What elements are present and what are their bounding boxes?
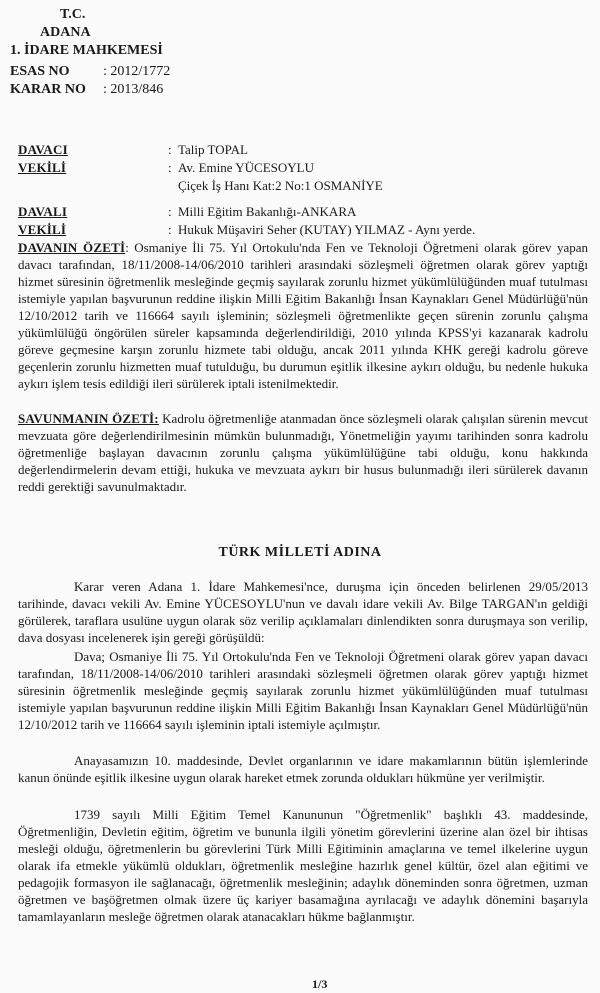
vekili-value: Av. Emine YÜCESOYLU xyxy=(178,160,315,175)
body-paragraph-3: Anayasamızın 10. maddesinde, Devlet organlarının ve idare makamlarının bütün işlemlerinde kanun önünde eşitlik ilkesine uygun olarak hareket etmek zorunda oldukları hükmüne yer verilmiştir. xyxy=(18,753,588,785)
savunmanin-ozeti-label: SAVUNMANIN ÖZETİ: xyxy=(18,411,159,426)
davali-vekili-label: VEKİLİ xyxy=(18,222,67,237)
davaci-value: Talip TOPAL xyxy=(178,142,249,157)
header-tc: T.C. xyxy=(60,7,86,22)
karar-no-label: KARAR NO xyxy=(10,82,86,97)
karar-no-value: : 2013/846 xyxy=(103,82,164,97)
colon: : xyxy=(168,222,172,237)
davali-label: DAVALI xyxy=(18,204,68,219)
savunmanin-ozeti-text: Kadrolu öğretmenliğe atanmadan önce sözleşmeli olarak çalışılan sürenin mevcut mevzuata göre değerlendirilmesinin mümkün bulunmadığı, Yönetmeliğin yayımı tarihinden sonra kadrolu öğretmenliğe başlayan davacının zorunlu çalışma yükümlülüğüne tabi olduğu, konu hakkında değerlendirmelerin devam ettiği, hukuka ve mevzuata aykırı bir husus bulunmadığı ileri sürülerek davanın reddi gerektiği savunulmaktadır. xyxy=(18,411,588,494)
davanin-ozeti-text: : Osmaniye İli 75. Yıl Ortokulu'nda Fen ve Teknoloji Öğretmeni olarak görev yapan davacı tarafından, 18/11/2008-14/06/2010 tarihleri arasındaki sözleşmeli öğretmen olarak görev yaptığı hizmet süresinin öğretmenlik mesleğinde geçmiş sayılarak zorunlu hizmet yükümlülüğünden muaf tutulması istemiyle yapılan başvurunun reddine ilişkin Milli Eğitim Bakanlığı İnsan Kaynakları Genel Müdürlüğü'nün 12/10/2012 tarih ve 116664 sayılı işleminin; sözleşmeli öğretmenlikte geçen sürenin zorunlu çalışma yükümlülüğü öngörülen süreler kapsamında değerlendirildiği, 2010 yılında KPSS'yi kazanarak kadrolu göreve geçmesine karşın zorunlu hizmete tabi olduğu, ancak 2011 yılında KHK gereği kadrolu göreve geçenlerin zorunlu hizmetten muaf tutulduğu, bu durumun eşitlik ilkesine aykırı olduğu, bu nedenle hukuka aykırı işlem tesis edildiği ileri sürülerek iptali istenilmektedir. xyxy=(18,240,588,391)
davaci-row xyxy=(18,141,588,158)
body-paragraph-4: 1739 sayılı Milli Eğitim Temel Kanununun "Öğretmenlik" başlıklı 43. maddesinde, Öğretmenliğin, Devletin eğitim, öğretim ve bununla ilgili yönetim görevlerini üzerine alan özel bir ihtisas mesleği olduğu, öğretmenlerin bu görevlerini Türk Milli Eğitiminin amaçlarına ve temel ilkelerine uygun olarak ifa etmekle yükümlü oldukları, öğretmenlik mesleğine hazırlık genel kültür, özel alan eğitimi ve pedagojik formasyon ile sağlanacağı, öğretmenlik mesleğinin; adaylık döneminden sonra öğretmen, uzman öğretmen ve başöğretmen olmak üzere üç kariyer basamağına ayrılacağı ve adaylık dönemini başarıyla tamamlayanların mesleğe öğretmen olarak atanacakları hükme bağlanmıştır. xyxy=(18,807,588,924)
davaci-label: DAVACI xyxy=(18,142,68,157)
page-number: 1/3 xyxy=(312,977,328,991)
davali-value: Milli Eğitim Bakanlığı-ANKARA xyxy=(178,204,357,219)
davali-row xyxy=(18,203,588,220)
vekili-label: VEKİLİ xyxy=(18,160,67,175)
court-name: 1. İDARE MAHKEMESİ xyxy=(10,43,163,58)
vekili-address: Çiçek İş Hanı Kat:2 No:1 OSMANİYE xyxy=(178,178,383,193)
esas-no-value: : 2012/1772 xyxy=(103,64,171,79)
body-paragraph-2: Dava; Osmaniye İli 75. Yıl Ortokulu'nda Fen ve Teknoloji Öğretmeni olarak görev yapan davacı tarafından, 18/11/2008-14/06/2010 tarihleri arasındaki sözleşmeli öğretmen olarak görev yaptığı hizmet süresinin öğretmenlik mesleğinde geçmiş sayılarak zorunlu hizmet yükümlülüğünden muaf tutulması istemiyle yapılan başvurunun reddine ilişkin Milli Eğitim Bakanlığı İnsan Kaynakları Genel Müdürlüğü'nün 12/10/2012 tarih ve 116664 sayılı işleminin iptali istemiyle açılmıştır. xyxy=(18,649,588,732)
davali-vekili-row xyxy=(18,221,588,238)
header-city: ADANA xyxy=(40,25,91,40)
davanin-ozeti-label: DAVANIN ÖZETİ xyxy=(18,240,126,255)
colon: : xyxy=(168,142,172,157)
page-title: TÜRK MİLLETİ ADINA xyxy=(218,545,382,560)
colon: : xyxy=(168,204,172,219)
davali-vekili-value: Hukuk Müşaviri Seher (KUTAY) YILMAZ - Aynı yerde. xyxy=(178,222,476,237)
body-paragraph-1: Karar veren Adana 1. İdare Mahkemesi'nce, duruşma için önceden belirlenen 29/05/2013 tarihinde, davacı vekili Av. Emine YÜCESOYLU'nun ve davalı idare vekili Av. Bilge TARGAN'ın geldiği görülerek, taraflara usulüne uygun olarak söz verilip açıklamaları dinlendikten sonra duruşmaya son verilip, dava dosyası incelenerek işin gereği görüşüldü: xyxy=(18,579,588,645)
davanin-ozeti-section xyxy=(18,239,588,392)
esas-no-label: ESAS NO xyxy=(10,64,70,79)
colon: : xyxy=(168,160,172,175)
savunmanin-ozeti-section xyxy=(18,410,588,495)
vekili-row xyxy=(18,159,588,176)
